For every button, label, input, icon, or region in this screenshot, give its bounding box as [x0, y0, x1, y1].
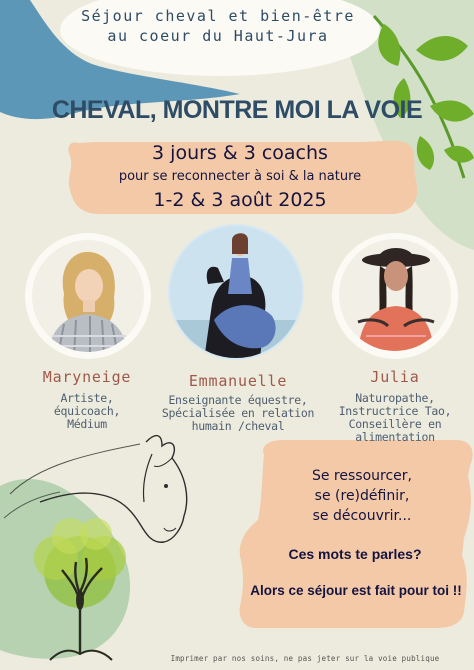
footer-note: Imprimer par nos soins, ne pas jeter sur la voie publique: [170, 654, 440, 663]
header-line-1: Séjour cheval et bien-être: [81, 7, 355, 25]
coach-photo-maryneige: [28, 236, 148, 356]
coach-role: Médium: [67, 417, 107, 431]
coach-role: humain /cheval: [191, 419, 285, 433]
coach-role: Artiste,: [60, 391, 114, 405]
message-line: se découvrir...: [312, 508, 412, 524]
message-lines: [262, 466, 462, 526]
message-question: Ces mots te parles?: [288, 546, 422, 562]
subtitle-line-1: 3 jours & 3 coachs: [152, 142, 328, 164]
coach-role: alimentation: [355, 430, 435, 444]
horse-drawing-icon: [0, 424, 240, 664]
coach-name-maryneige: Maryneige: [42, 368, 132, 386]
coach-role: Naturopathe,: [355, 391, 435, 405]
coach-name-julia: Julia: [370, 368, 420, 386]
coach-role: équicoach,: [53, 404, 121, 418]
coach-photo-julia: [336, 236, 454, 354]
coach-roles-julia: [328, 392, 462, 444]
coach-role: Conseillère en: [348, 417, 442, 431]
coach-role: Spécialisée en relation: [161, 406, 315, 420]
subtitle-dates: 1-2 & 3 août 2025: [153, 189, 327, 211]
coach-name-emmanuelle: Emmanuelle: [188, 372, 288, 390]
main-title: CHEVAL, MONTRE MOI LA VOIE: [51, 96, 423, 124]
coach-role: Instructrice Tao,: [338, 404, 452, 418]
coach-photo-emmanuelle: [168, 224, 304, 360]
coach-role: Enseignante équestre,: [168, 393, 308, 407]
message-line: se (re)définir,: [314, 488, 410, 504]
message-closing: Alors ce séjour est fait pour toi !!: [250, 583, 462, 598]
subtitle-line-2: pour se reconnecter à soi & la nature: [118, 169, 362, 184]
message-line: Se ressourcer,: [311, 468, 412, 484]
header-title: [62, 6, 374, 46]
header-line-2: au coeur du Haut-Jura: [107, 27, 329, 45]
tree-woman-icon: [34, 518, 126, 660]
